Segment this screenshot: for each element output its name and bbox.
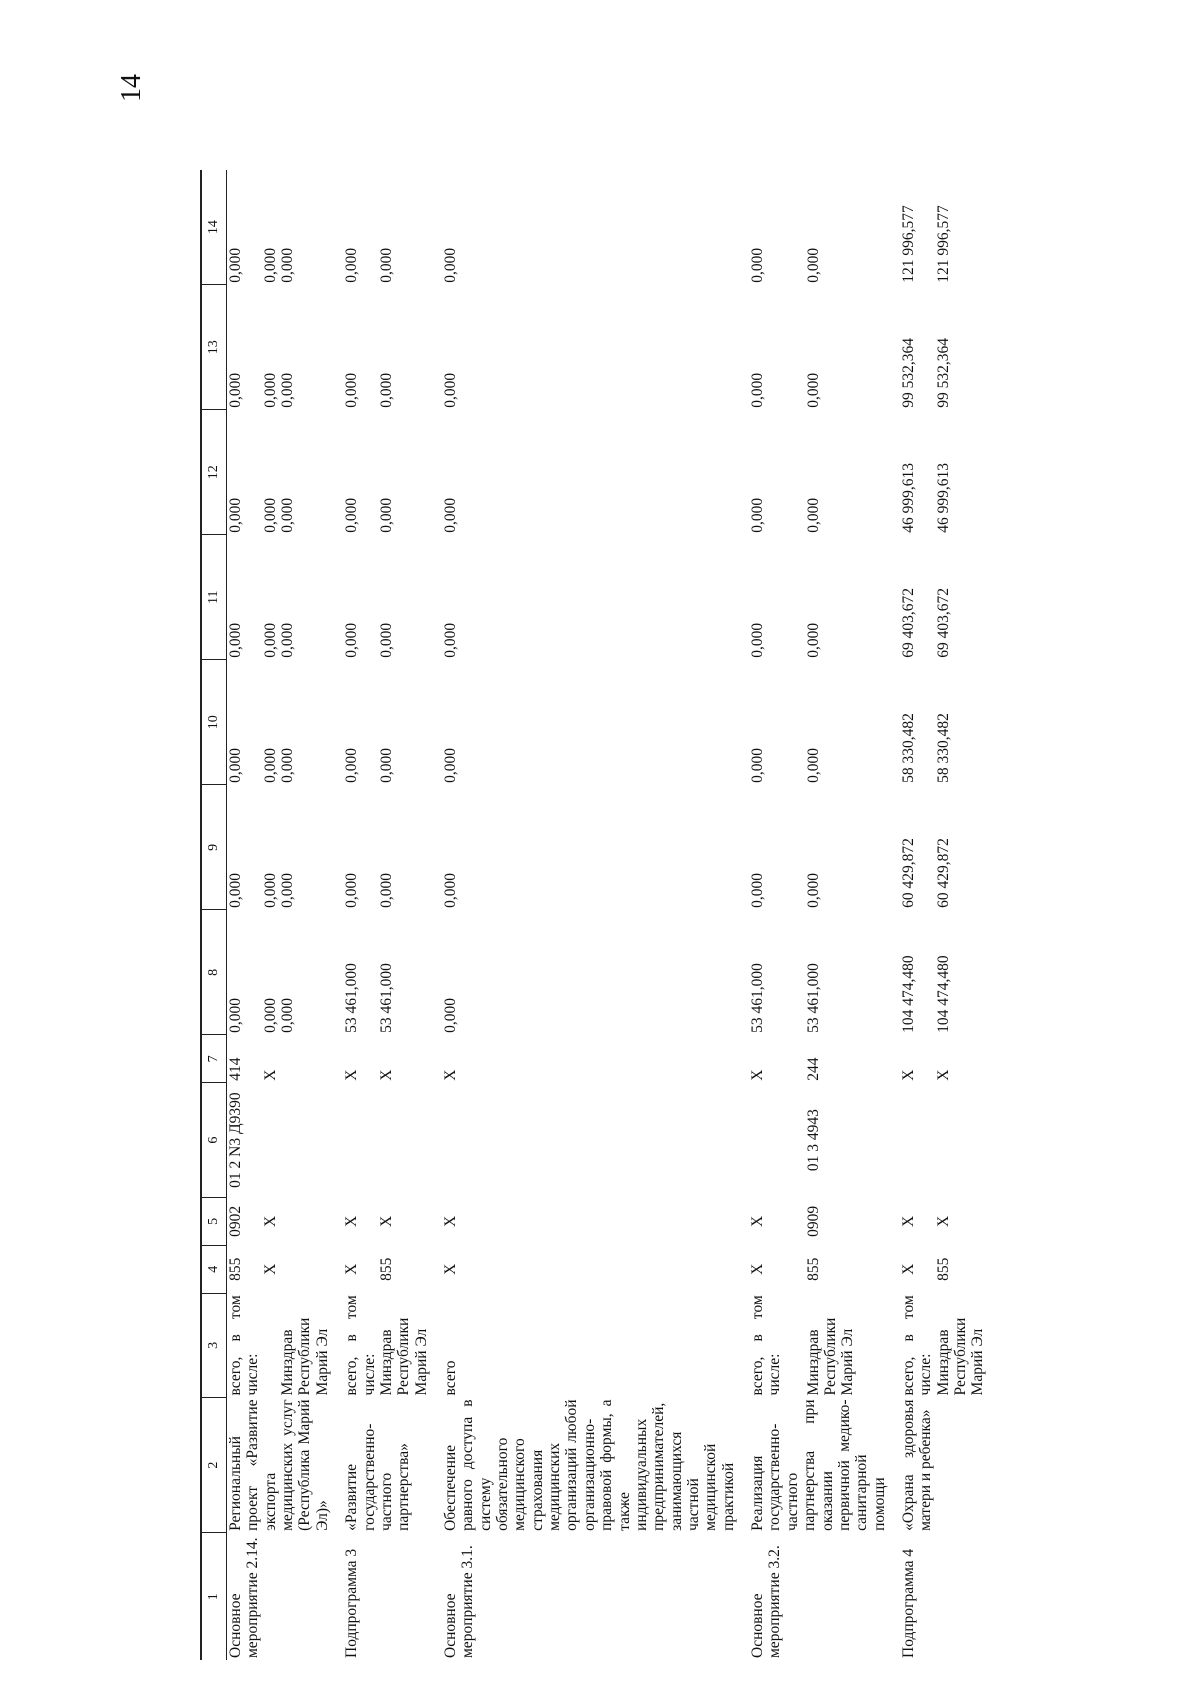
cell-grbs: 855 bbox=[227, 1257, 244, 1281]
cell-v8: 0,000 bbox=[279, 998, 297, 1033]
cell-v14: 0,000 bbox=[377, 247, 395, 283]
cell-rzpr: 0909 bbox=[804, 1205, 822, 1237]
cell-grbs bbox=[279, 1245, 331, 1293]
cell-v12: 0,000 bbox=[343, 497, 361, 533]
cell-v12: 0,000 bbox=[441, 497, 459, 533]
cell-v9: 60 429,872 bbox=[934, 838, 952, 908]
cell-v14: 0,000 bbox=[441, 247, 459, 283]
cell-v11: 0,000 bbox=[749, 622, 767, 658]
column-number-10: 10 bbox=[201, 660, 227, 785]
cell-v14: 0,000 bbox=[749, 247, 767, 283]
column-number-3: 3 bbox=[201, 1293, 227, 1397]
cell-rzpr bbox=[279, 1197, 331, 1245]
cell-source bbox=[262, 1293, 279, 1397]
cell-v11: 0,000 bbox=[279, 622, 297, 658]
cell-v10: 0,000 bbox=[279, 747, 297, 783]
cell-csr bbox=[262, 1083, 279, 1198]
table-row bbox=[749, 170, 805, 1660]
cell-vr: Х bbox=[899, 1069, 917, 1081]
cell-grbs: 855 bbox=[804, 1257, 822, 1281]
column-number-11: 11 bbox=[201, 535, 227, 660]
cell-v8: 53 461,000 bbox=[343, 963, 361, 1033]
item-name: Реализация государственно-частного партнерства при оказании первичной медико-санитарной помощи bbox=[749, 1399, 888, 1531]
cell-v10: 0,000 bbox=[343, 747, 361, 783]
cell-v8: 53 461,000 bbox=[804, 963, 822, 1033]
cell-v11: 0,000 bbox=[377, 622, 395, 658]
cell-v13: 0,000 bbox=[441, 372, 459, 408]
column-number-6: 6 bbox=[201, 1083, 227, 1198]
cell-v9: 0,000 bbox=[749, 872, 767, 908]
cell-v11: 0,000 bbox=[261, 622, 279, 658]
cell-rzpr: Х bbox=[261, 1215, 279, 1227]
row-gap bbox=[888, 170, 900, 1660]
cell-v10: 58 330,482 bbox=[934, 713, 952, 783]
cell-v8: 53 461,000 bbox=[377, 963, 395, 1033]
item-label: Подпрограмма 4 bbox=[899, 1548, 917, 1658]
cell-grbs: Х bbox=[749, 1263, 767, 1275]
table-body bbox=[227, 170, 987, 1660]
cell-v8: 104 474,480 bbox=[899, 955, 917, 1033]
cell-v10: 0,000 bbox=[377, 747, 395, 783]
cell-v9: 0,000 bbox=[261, 872, 279, 908]
cell-grbs: 855 bbox=[934, 1257, 952, 1281]
cell-v8: 104 474,480 bbox=[934, 955, 952, 1033]
cell-v14: 0,000 bbox=[261, 247, 279, 283]
cell-v13: 0,000 bbox=[804, 372, 822, 408]
cell-v12: 46 999,613 bbox=[934, 463, 952, 533]
cell-v13: 0,000 bbox=[343, 372, 361, 408]
column-number-5: 5 bbox=[201, 1197, 227, 1245]
column-number-7: 7 bbox=[201, 1035, 227, 1083]
cell-v13: 0,000 bbox=[377, 372, 395, 408]
cell-v12: 0,000 bbox=[749, 497, 767, 533]
cell-vr: Х bbox=[261, 1069, 279, 1081]
table-row bbox=[227, 170, 262, 1660]
cell-v12: 0,000 bbox=[279, 497, 297, 533]
item-name: Региональный проект «Развитие экспорта медицинских услуг (Республика Марий Эл)» bbox=[227, 1399, 331, 1531]
cell-v12: 0,000 bbox=[261, 497, 279, 533]
cell-vr: Х bbox=[377, 1069, 395, 1081]
column-number-4: 4 bbox=[201, 1245, 227, 1293]
table-row bbox=[343, 170, 378, 1660]
cell-v13: 99 532,364 bbox=[899, 337, 917, 408]
cell-v14: 0,000 bbox=[343, 247, 361, 283]
cell-v10: 0,000 bbox=[261, 747, 279, 783]
cell-csr bbox=[935, 1083, 987, 1198]
cell-v10: 0,000 bbox=[804, 747, 822, 783]
item-label: Основное мероприятие 2.14. bbox=[227, 1537, 262, 1658]
cell-source: всего, в том числе: bbox=[899, 1295, 935, 1396]
cell-csr bbox=[343, 1083, 378, 1198]
cell-source: всего, в том числе: bbox=[749, 1295, 784, 1396]
cell-vr bbox=[279, 1035, 331, 1083]
cell-v12: 46 999,613 bbox=[899, 463, 917, 533]
cell-source: Минздрав Республики Марий Эл bbox=[279, 1317, 331, 1396]
rotated-table-sheet bbox=[200, 170, 1000, 1660]
cell-vr: Х bbox=[441, 1069, 459, 1081]
cell-v14: 121 996,577 bbox=[934, 205, 952, 283]
cell-v13: 0,000 bbox=[749, 372, 767, 408]
item-label: Подпрограмма 3 bbox=[343, 1548, 361, 1658]
cell-grbs: Х bbox=[441, 1263, 459, 1275]
item-name: Обеспечение равного доступа в систему обязательного медицинского страхования медицинских организаций любой организационно-правовой формы, а также индивидуальных предпринимателей, занимающихся частной медицинской практикой bbox=[441, 1399, 737, 1531]
cell-v14: 0,000 bbox=[804, 247, 822, 283]
cell-v8: 0,000 bbox=[227, 998, 244, 1033]
cell-v11: 69 403,672 bbox=[899, 588, 917, 658]
cell-v10: 0,000 bbox=[441, 747, 459, 783]
cell-source: Минздрав Республики Марий Эл bbox=[804, 1317, 857, 1396]
item-label: Основное мероприятие 3.2. bbox=[749, 1545, 784, 1658]
row-gap bbox=[331, 170, 343, 1660]
column-number-1: 1 bbox=[201, 1533, 227, 1660]
cell-v9: 0,000 bbox=[441, 872, 459, 908]
table-row bbox=[442, 170, 737, 1660]
page-number: 14 bbox=[116, 74, 147, 102]
column-number-header bbox=[201, 170, 227, 1660]
cell-csr bbox=[749, 1083, 805, 1198]
cell-vr: Х bbox=[749, 1069, 767, 1081]
cell-v10: 58 330,482 bbox=[899, 713, 917, 783]
cell-csr bbox=[442, 1083, 737, 1198]
cell-v8: 0,000 bbox=[261, 998, 279, 1033]
cell-rzpr: Х bbox=[377, 1215, 395, 1227]
cell-v9: 0,000 bbox=[377, 872, 395, 908]
cell-v12: 0,000 bbox=[804, 497, 822, 533]
cell-grbs: 855 bbox=[377, 1257, 395, 1281]
column-number-14: 14 bbox=[201, 170, 227, 285]
cell-v14: 121 996,577 bbox=[899, 205, 917, 283]
cell-v13: 0,000 bbox=[279, 372, 297, 408]
cell-csr bbox=[378, 1083, 430, 1198]
cell-grbs: Х bbox=[899, 1263, 917, 1275]
row-gap bbox=[737, 170, 749, 1660]
cell-vr: 414 bbox=[227, 1057, 244, 1081]
cell-v10: 0,000 bbox=[227, 747, 244, 783]
cell-v9: 60 429,872 bbox=[899, 838, 917, 908]
cell-v13: 0,000 bbox=[227, 372, 244, 408]
column-number-13: 13 bbox=[201, 285, 227, 410]
cell-v8: 53 461,000 bbox=[749, 963, 767, 1033]
cell-source: Минздрав Республики Марий Эл bbox=[934, 1317, 987, 1396]
cell-v11: 0,000 bbox=[343, 622, 361, 658]
cell-csr bbox=[900, 1083, 935, 1198]
cell-rzpr: Х bbox=[899, 1215, 917, 1227]
cell-rzpr: 0902 bbox=[227, 1205, 244, 1237]
cell-v8: 0,000 bbox=[441, 998, 459, 1033]
cell-source: всего, в том числе: bbox=[343, 1295, 378, 1396]
cell-rzpr: Х bbox=[441, 1215, 459, 1227]
cell-csr: 01 2 N3 Д9390 bbox=[227, 1092, 244, 1188]
cell-v14: 0,000 bbox=[279, 247, 297, 283]
cell-source: Минздрав Республики Марий Эл bbox=[377, 1317, 430, 1396]
cell-v12: 0,000 bbox=[377, 497, 395, 533]
cell-v9: 0,000 bbox=[279, 872, 297, 908]
cell-v12: 0,000 bbox=[227, 497, 244, 533]
cell-v11: 0,000 bbox=[227, 622, 244, 658]
cell-v9: 0,000 bbox=[343, 872, 361, 908]
cell-vr: 244 bbox=[804, 1057, 822, 1081]
cell-v13: 99 532,364 bbox=[934, 337, 952, 408]
cell-csr bbox=[279, 1083, 331, 1198]
cell-csr: 01 3 4943 bbox=[804, 1109, 822, 1172]
column-number-9: 9 bbox=[201, 785, 227, 910]
cell-grbs: Х bbox=[261, 1263, 279, 1275]
cell-v11: 0,000 bbox=[441, 622, 459, 658]
cell-v11: 0,000 bbox=[804, 622, 822, 658]
cell-v13: 0,000 bbox=[261, 372, 279, 408]
item-label: Основное мероприятие 3.1. bbox=[441, 1545, 477, 1658]
cell-rzpr: Х bbox=[934, 1215, 952, 1227]
cell-rzpr: Х bbox=[343, 1215, 361, 1227]
cell-vr: Х bbox=[343, 1069, 361, 1081]
cell-source: всего, в том числе: bbox=[227, 1295, 262, 1396]
column-number-12: 12 bbox=[201, 410, 227, 535]
cell-rzpr: Х bbox=[749, 1215, 767, 1227]
column-number-2: 2 bbox=[201, 1397, 227, 1532]
row-gap bbox=[430, 170, 442, 1660]
cell-vr: Х bbox=[934, 1069, 952, 1081]
cell-v11: 69 403,672 bbox=[934, 588, 952, 658]
cell-v9: 0,000 bbox=[804, 872, 822, 908]
cell-source: всего bbox=[441, 1360, 459, 1396]
program-funding-table bbox=[200, 170, 987, 1660]
column-number-8: 8 bbox=[201, 910, 227, 1035]
cell-v14: 0,000 bbox=[227, 247, 244, 283]
item-name: «Охрана здоровья матери и ребенка» bbox=[899, 1399, 935, 1531]
cell-grbs: Х bbox=[343, 1263, 361, 1275]
table-row bbox=[900, 170, 935, 1660]
cell-v9: 0,000 bbox=[227, 872, 244, 908]
cell-v10: 0,000 bbox=[749, 747, 767, 783]
item-name: «Развитие государственно-частного партнерства» bbox=[343, 1423, 413, 1531]
